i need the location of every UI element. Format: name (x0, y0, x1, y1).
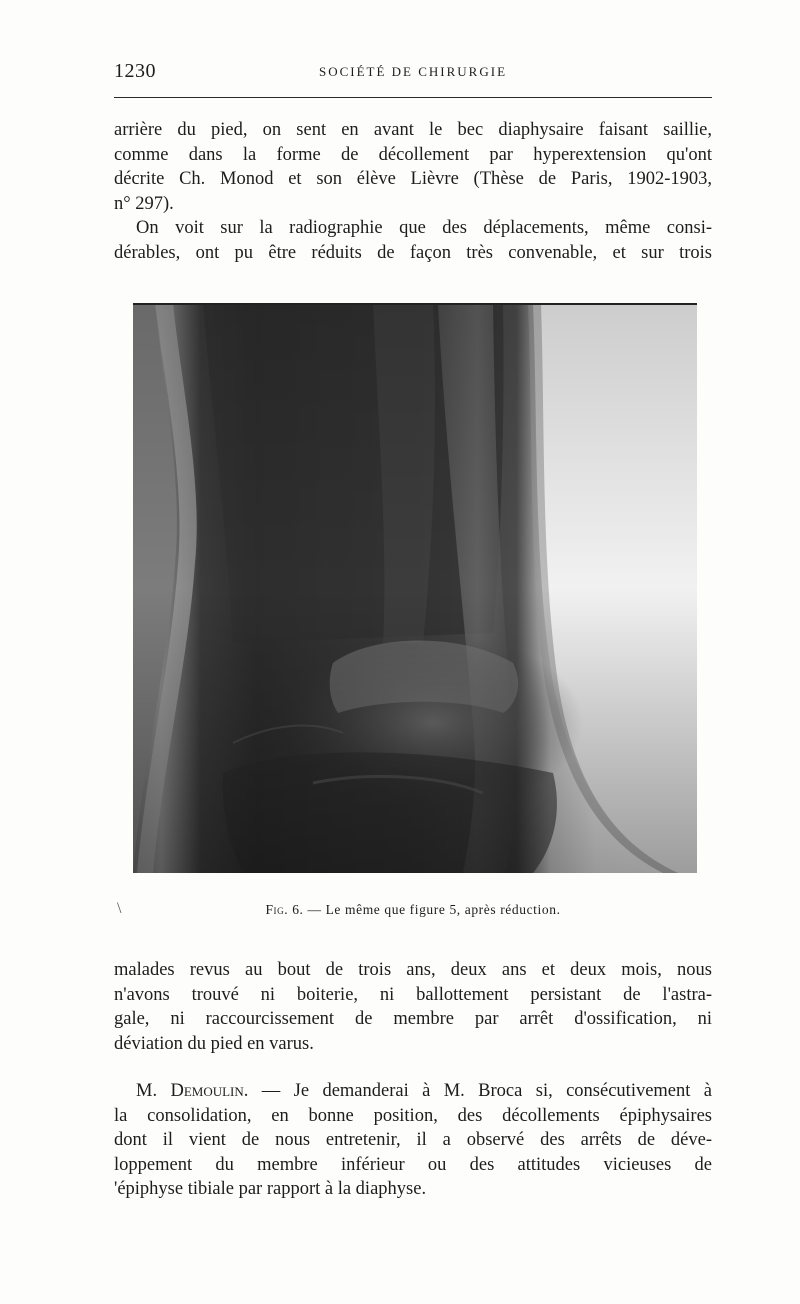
speaker-text: — Je demanderai à M. Broca si, consécutivement à (261, 1081, 713, 1101)
text-line: gale, ni raccourcissement de membre par arrêt d'ossification, ni (114, 1009, 712, 1029)
paragraph-4 (114, 1079, 712, 1202)
running-head: SOCIÉTÉ DE CHIRURGIE (318, 64, 508, 79)
text-line: On voit sur la radiographie que des déplacements, même consi- (136, 218, 712, 238)
page-header (114, 60, 712, 88)
text-line: décrite Ch. Monod et son élève Lièvre (Thèse de Paris, 1902-1903, (114, 169, 712, 189)
text-line: dont il vient de nous entretenir, il a observé des arrêts de déve- (114, 1130, 712, 1150)
text-line: comme dans la forme de décollement par hyperextension qu'ont (114, 144, 712, 165)
radiograph-image (133, 303, 697, 873)
text-line: la consolidation, en bonne position, des décollements épiphysaires (114, 1105, 712, 1126)
text-line: malades revus au bout de trois ans, deux ans et deux mois, nous (114, 960, 712, 980)
text-line: loppement du membre inférieur ou des attitudes vicieuses de (114, 1154, 712, 1175)
margin-mark: \ (117, 900, 122, 917)
text-line: dérables, ont pu être réduits de façon très convenable, et sur trois (114, 242, 712, 263)
header-rule (114, 97, 712, 98)
speaker-name: M. Demoulin. (136, 1081, 249, 1101)
text-line: n° 297). (114, 193, 174, 214)
figure-caption (114, 902, 712, 918)
text-line: 'épiphyse tibiale par rapport à la diaphyse. (114, 1179, 427, 1199)
figure-caption-text: — Le même que figure 5, après réduction. (307, 902, 561, 917)
figure-label: Fig. 6. (265, 902, 304, 917)
text-line: n'avons trouvé ni boiterie, ni ballottement persistant de l'astra- (114, 984, 712, 1005)
radiograph-figure (133, 303, 697, 873)
paragraph-1 (114, 118, 712, 265)
page-number: 1230 (114, 60, 156, 82)
paragraph-3 (114, 958, 712, 1056)
text-line (114, 1079, 712, 1104)
text-line: déviation du pied en varus. (114, 1033, 314, 1054)
text-line: arrière du pied, on sent en avant le bec diaphysaire faisant saillie, (114, 120, 712, 140)
